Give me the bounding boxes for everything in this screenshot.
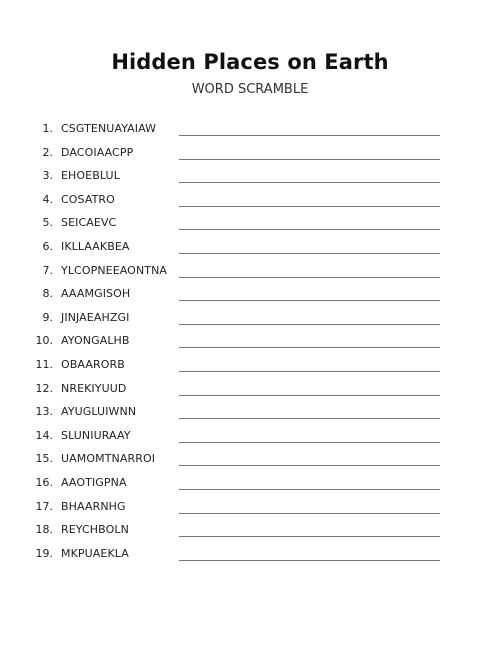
answer-line: [179, 300, 440, 301]
scrambled-word: AYUGLUIWNN: [61, 405, 137, 419]
scramble-row: [0, 498, 500, 522]
scramble-row: [0, 120, 500, 144]
scrambled-word: AAOTIGPNA: [61, 475, 127, 489]
item-number: 18.: [35, 523, 53, 537]
scrambled-word: AAAMGISOH: [61, 287, 131, 301]
answer-line: [179, 513, 440, 514]
scramble-row: [0, 238, 500, 262]
scrambled-word: MKPUAEKLA: [61, 546, 129, 560]
answer-line: [179, 277, 440, 278]
page-subtitle: WORD SCRAMBLE: [191, 82, 309, 97]
answer-line: [179, 324, 440, 325]
item-number: 19.: [35, 546, 53, 560]
item-number: 10.: [35, 334, 53, 348]
scrambled-word: OBAARORB: [61, 357, 125, 371]
item-number: 7.: [42, 263, 53, 277]
scrambled-word: COSATRO: [61, 192, 115, 206]
answer-line: [179, 536, 440, 537]
scramble-row: [0, 521, 500, 545]
item-number: 13.: [35, 405, 53, 419]
answer-line: [179, 395, 440, 396]
item-number: 17.: [35, 499, 53, 513]
scramble-row: [0, 214, 500, 238]
answer-line: [179, 418, 440, 419]
answer-line: [179, 229, 440, 230]
scramble-row: [0, 403, 500, 427]
scramble-row: [0, 309, 500, 333]
scrambled-word: REYCHBOLN: [61, 523, 129, 537]
item-number: 8.: [42, 287, 53, 301]
scrambled-word: BHAARNHG: [61, 499, 126, 513]
answer-line: [179, 206, 440, 207]
scrambled-word: DACOIAACPP: [61, 145, 134, 159]
scramble-row: [0, 332, 500, 356]
answer-line: [179, 159, 440, 160]
page-title: Hidden Places on Earth: [111, 50, 389, 74]
scramble-row: [0, 262, 500, 286]
item-number: 4.: [42, 192, 53, 206]
item-number: 16.: [35, 475, 53, 489]
scrambled-word: EHOEBLUL: [61, 169, 120, 183]
scramble-row: [0, 474, 500, 498]
scramble-row: [0, 285, 500, 309]
scramble-row: [0, 167, 500, 191]
item-number: 9.: [42, 310, 53, 324]
scramble-row: [0, 545, 500, 569]
answer-line: [179, 371, 440, 372]
scramble-row: [0, 356, 500, 380]
scramble-row: [0, 380, 500, 404]
scrambled-word: JINJAEAHZGI: [61, 310, 130, 324]
scrambled-word: YLCOPNEEAONTNA: [61, 263, 168, 277]
scrambled-word: UAMOMTNARROI: [61, 452, 156, 466]
answer-line: [179, 182, 440, 183]
item-number: 15.: [35, 452, 53, 466]
answer-line: [179, 347, 440, 348]
item-number: 2.: [42, 145, 53, 159]
answer-line: [179, 253, 440, 254]
item-number: 6.: [42, 239, 53, 253]
scrambled-word: SLUNIURAAY: [61, 428, 131, 442]
scrambled-word: CSGTENUAYAIAW: [61, 122, 157, 135]
item-number: 12.: [35, 381, 53, 395]
scramble-row: [0, 450, 500, 474]
item-number: 5.: [42, 216, 53, 230]
item-number: 3.: [42, 169, 53, 183]
scrambled-word: NREKIYUUD: [61, 381, 127, 395]
scrambled-word: AYONGALHB: [61, 334, 130, 348]
item-number: 11.: [35, 357, 53, 371]
item-number: 1.: [42, 122, 53, 135]
answer-line: [179, 489, 440, 490]
item-number: 14.: [35, 428, 53, 442]
scrambled-word: IKLLAAKBEA: [61, 239, 130, 253]
scrambled-word: SEICAEVC: [61, 216, 117, 230]
answer-line: [179, 465, 440, 466]
scramble-list: [0, 120, 500, 568]
answer-line: [179, 560, 440, 561]
answer-line: [179, 442, 440, 443]
scramble-row: [0, 427, 500, 451]
scramble-row: [0, 191, 500, 215]
scramble-row: [0, 144, 500, 168]
answer-line: [179, 135, 440, 136]
